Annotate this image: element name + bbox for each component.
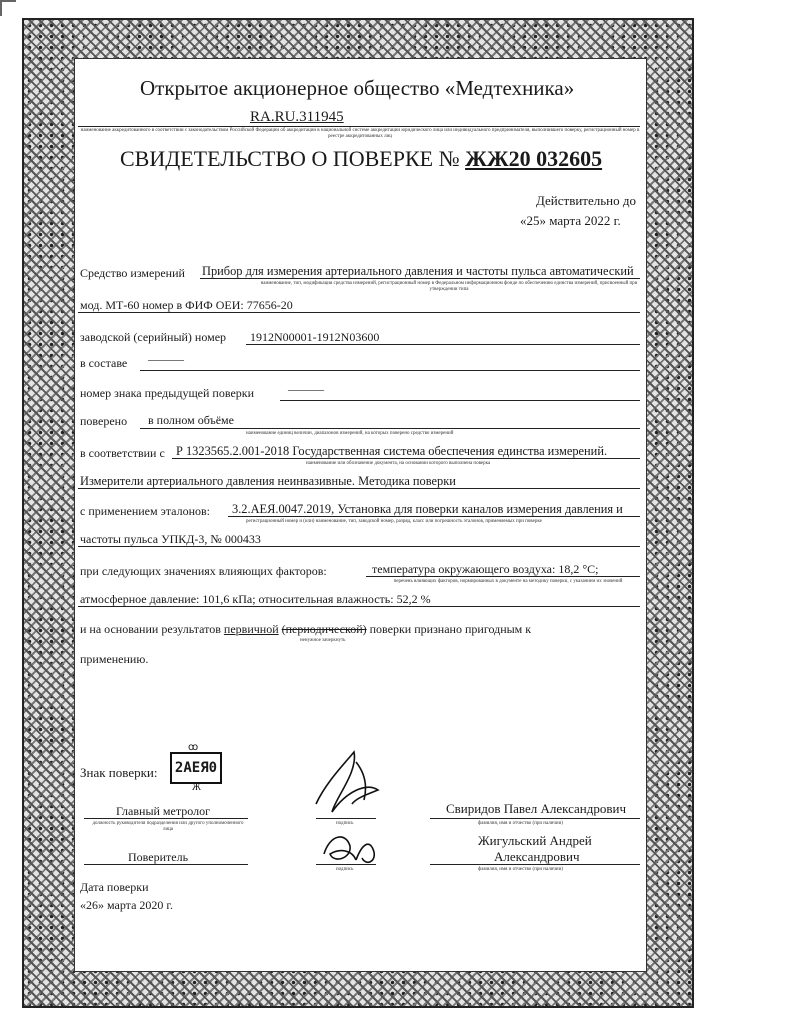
title-prefix: СВИДЕТЕЛЬСТВО О ПОВЕРКЕ № bbox=[120, 146, 460, 171]
accreditation-note: наименование аккредитованного в соответствии с законодательством Российской Федерации об аккредитации в национальной системе аккредитации юридического лица или индивидуального предпринимателя, выполнившего поверку, регистрационный номер в реестре аккредитованных лиц bbox=[80, 128, 640, 139]
name2-line1: Жигульский Андрей bbox=[478, 833, 592, 848]
verification-date-label: Дата поверки bbox=[80, 880, 149, 894]
standards-note: регистрационный номер и (или) наименование, тип, заводской номер, разряд, класс или погрешность эталонов, применяемых при поверке bbox=[246, 519, 542, 524]
scan-corner-mark bbox=[0, 0, 16, 16]
verified-value: в полном объёме bbox=[148, 413, 234, 427]
conclusion-periodic: (периодической) bbox=[281, 622, 367, 636]
sign-note-1: подпись bbox=[336, 821, 354, 826]
organization-name: Открытое акционерное общество «Медтехника» bbox=[140, 76, 575, 100]
name-note-2: фамилия, имя и отчество (при наличии) bbox=[478, 867, 563, 872]
conformity-note: наименование или обозначение документа, на основании которого выполнена поверка bbox=[306, 461, 491, 466]
composition-value: ——— bbox=[148, 352, 184, 366]
certificate-number: ЖЖ20 032605 bbox=[465, 146, 603, 171]
validity-label: Действительно до bbox=[536, 193, 636, 208]
role1-note: должность руководителя подразделения или другого уполномоченного лица bbox=[92, 821, 244, 832]
name2-line2: Александрович bbox=[494, 849, 580, 864]
conformity-label: в соответствии с bbox=[80, 446, 165, 460]
name1: Свиридов Павел Александрович bbox=[446, 801, 626, 816]
factors-value: температура окружающего воздуха: 18,2 °С; bbox=[372, 562, 599, 576]
registry-number: RA.RU.311945 bbox=[250, 109, 344, 125]
factors-note: перечень влияющих факторов, нормированных в документе на методику поверки, с указанием их значений bbox=[393, 579, 623, 584]
conclusion-end: применению. bbox=[80, 652, 149, 666]
sign-note-2: подпись bbox=[336, 867, 354, 872]
verified-note: наименование единиц величин, диапазонов измерений, на которых поверено средство измерений bbox=[246, 431, 454, 436]
mark-top-symbol: ꝏ bbox=[188, 742, 199, 753]
previous-mark-value: ——— bbox=[288, 382, 324, 396]
instrument-value: Прибор для измерения артериального давления и частоты пульса автоматический bbox=[202, 264, 634, 278]
standards-continued: частоты пульса УПКД-3, № 000433 bbox=[80, 532, 261, 546]
mark-bottom-symbol: Ж bbox=[192, 782, 201, 793]
factors-continued: атмосферное давление: 101,6 кПа; относительная влажность: 52,2 % bbox=[80, 592, 431, 606]
verification-mark-stamp: 2АЕЯ0 bbox=[170, 752, 222, 784]
conclusion-primary: первичной bbox=[223, 622, 279, 636]
mark-label: Знак поверки: bbox=[80, 765, 158, 780]
previous-mark-label: номер знака предыдущей поверки bbox=[80, 386, 255, 400]
standards-value: 3.2.АЕЯ.0047.2019, Установка для поверки каналов измерения давления и bbox=[232, 502, 623, 516]
role2-label: Поверитель bbox=[128, 850, 189, 864]
serial-label: заводской (серийный) номер bbox=[80, 330, 227, 344]
signature-1-image bbox=[306, 742, 396, 822]
instrument-label: Средство измерений bbox=[80, 266, 185, 280]
conclusion-note: ненужное зачеркнуть bbox=[300, 638, 346, 643]
role1-label: Главный метролог bbox=[116, 804, 210, 818]
composition-label: в составе bbox=[80, 356, 128, 370]
conformity-value: Р 1323565.2.001-2018 Государственная система обеспечения единства измерений. bbox=[176, 444, 608, 458]
serial-value: 1912N00001-1912N03600 bbox=[250, 330, 380, 344]
conclusion-prefix: и на основании результатов bbox=[80, 622, 221, 636]
factors-label: при следующих значениях влияющих факторов: bbox=[80, 564, 327, 578]
validity-date: «25» марта 2022 г. bbox=[520, 213, 621, 228]
certificate-title bbox=[120, 146, 602, 172]
verified-label: поверено bbox=[80, 414, 128, 428]
standards-label: с применением эталонов: bbox=[80, 504, 210, 518]
conformity-continued: Измерители артериального давления неинвазивные. Методика поверки bbox=[80, 474, 456, 488]
instrument-model: мод. МТ-60 номер в ФИФ ОЕИ: 77656-20 bbox=[80, 298, 293, 312]
name-note-1: фамилия, имя и отчество (при наличии) bbox=[478, 821, 563, 826]
conclusion-line bbox=[80, 622, 531, 636]
verification-date-value: «26» марта 2020 г. bbox=[80, 898, 173, 912]
instrument-note: наименование, тип, модификация средства измерений, регистрационный номер в Федеральном информационном фонде по обеспечению единства измерений, присвоенный при утверждении типа bbox=[260, 281, 638, 292]
conclusion-suffix: поверки признано пригодным к bbox=[369, 622, 532, 636]
